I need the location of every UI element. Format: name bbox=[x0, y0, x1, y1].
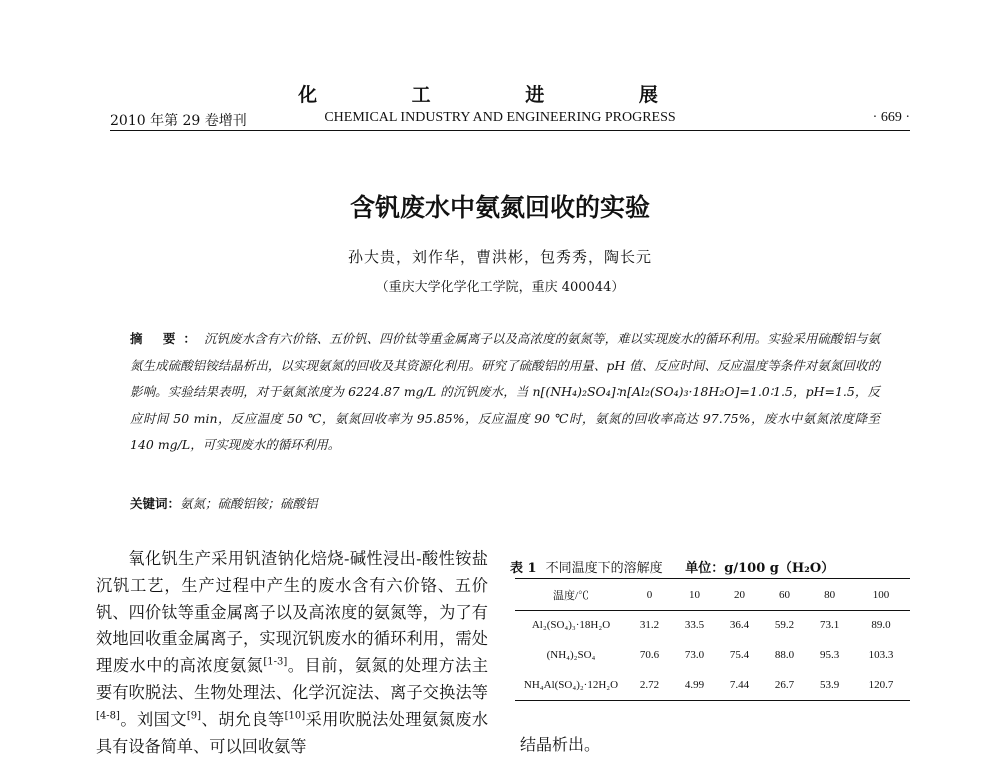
body-column-right-text: 结晶析出。 bbox=[520, 735, 601, 754]
table-cell: Al₂(SO₄)₃·18H₂O bbox=[531, 619, 611, 631]
abstract-label: 摘 要： bbox=[130, 331, 204, 346]
authors: 孙大贵，刘作华，曹洪彬，包秀秀，陶长元 bbox=[347, 248, 652, 266]
abstract-ratio: n[(NH₄)₂SO₄]∶n[Al₂(SO₄)₃·18H₂O]=1.0∶1.5 bbox=[532, 384, 793, 399]
table-cell: 2.72 bbox=[639, 679, 660, 691]
solubility-table bbox=[515, 579, 910, 700]
abstract-text-2: ，pH=1.5，反应时间 50 min，反应温度 50 ℃，氨氮回收率为 95.85%，反应温度 90 ℃时，氨氮的回收率高达 97.75%，废水中氨氮浓度降至 140 mg/L，可实现废水的循环利用。 bbox=[130, 384, 880, 452]
keywords bbox=[130, 494, 880, 512]
table-cell: 36.4 bbox=[729, 619, 750, 631]
body-text-b: 。目前，氨氮的处理方法主要有吹脱法、生物处理法、化学沉淀法、离子交换法等 bbox=[96, 656, 489, 702]
table-cell: 4.99 bbox=[684, 679, 705, 691]
table-cell: 31.2 bbox=[639, 619, 660, 631]
citation: [1-3] bbox=[263, 656, 288, 668]
body-text-c: 。刘国文 bbox=[119, 709, 187, 729]
table-cell: NH₄Al(SO₄)₂·12H₂O bbox=[523, 679, 619, 691]
table-rule-bottom bbox=[515, 700, 910, 701]
citation: [10] bbox=[284, 710, 306, 722]
journal-title: 化 工 进 展 bbox=[298, 84, 702, 106]
header-rule bbox=[110, 130, 910, 131]
table-cell: (NH₄)₂SO₄ bbox=[546, 649, 596, 661]
table-cell: 26.7 bbox=[774, 679, 795, 691]
issue-info: 2010 年第 29 卷增刊 bbox=[110, 113, 247, 129]
table-cell: 89.0 bbox=[871, 619, 891, 631]
table-header-cell: 0 bbox=[646, 588, 653, 601]
body-text-d: 、胡允良等 bbox=[201, 709, 285, 729]
body-text-a: 氧化钒生产采用钒渣钠化焙烧-碱性浸出-酸性铵盐沉钒工艺，生产过程中产生的废水含有六价铬、五价钒、四价钛等重金属离子以及高浓度的氨氮等，为了有效地回收重金属离子，实现沉钒废水的循环利用，需处理废水中的高浓度氨氮 bbox=[96, 549, 488, 676]
table-header-cell: 100 bbox=[872, 588, 890, 601]
table-cell: 53.9 bbox=[819, 679, 840, 691]
table-cell: 120.7 bbox=[868, 679, 894, 691]
citation: [9] bbox=[186, 710, 202, 722]
journal-english-title: CHEMICAL INDUSTRY AND ENGINEERING PROGRESS bbox=[324, 110, 676, 125]
table-header-cell: 60 bbox=[779, 588, 791, 601]
citation: [4-8] bbox=[96, 710, 120, 722]
body-paragraph bbox=[96, 546, 488, 760]
paper-title: 含钒废水中氨氮回收的实验 bbox=[349, 193, 650, 222]
table-cell: 88.0 bbox=[774, 649, 795, 661]
body-column-left bbox=[96, 546, 488, 760]
table-row bbox=[515, 670, 910, 700]
affiliation: （重庆大学化学化工学院，重庆 400044） bbox=[375, 280, 625, 295]
table-cell: 73.0 bbox=[684, 649, 705, 661]
body-text-e: 采用吹脱法处理氨氮废水具有设备简单、可以回收氨等 bbox=[96, 709, 489, 756]
table-row bbox=[515, 610, 910, 640]
table-cell: 33.5 bbox=[684, 619, 705, 631]
abstract-text-1: 沉钒废水含有六价铬、五价钒、四价钛等重金属离子以及高浓度的氨氮等，难以实现废水的循环利用。实验采用硫酸铝与氨氮生成硫酸铝铵结晶析出，以实现氨氮的回收及其资源化利用。研究了硫酸铝的用量、pH 值、反应时间、反应温度等条件对氨氮回收的影响。实验结果表明，对于氨氮浓度为 6224.87 mg/L 的沉钒废水，当 bbox=[130, 331, 880, 399]
table-caption-label: 表 1 bbox=[510, 561, 537, 576]
table-caption-title: 不同温度下的溶解度 bbox=[545, 561, 663, 576]
table-header-row bbox=[515, 579, 910, 610]
table-header-cell: 20 bbox=[734, 588, 746, 601]
table-cell: 103.3 bbox=[868, 649, 894, 661]
table-row bbox=[515, 640, 910, 670]
page-number: · 669 · bbox=[872, 110, 910, 125]
table-cell: 70.6 bbox=[639, 649, 660, 661]
table-caption bbox=[510, 557, 910, 576]
table-cell: 7.44 bbox=[729, 679, 750, 691]
table-cell: 59.2 bbox=[774, 619, 795, 631]
abstract bbox=[130, 326, 880, 459]
table-cell: 75.4 bbox=[729, 649, 750, 661]
table-cell: 73.1 bbox=[819, 619, 840, 631]
table-cell: 95.3 bbox=[819, 649, 840, 661]
keywords-label: 关键词： bbox=[130, 496, 181, 511]
table-header-cell: 温度/℃ bbox=[552, 589, 590, 602]
table-header-cell: 80 bbox=[824, 588, 836, 601]
table-header-cell: 10 bbox=[689, 588, 701, 601]
table-unit: 单位：g/100 g（H₂O） bbox=[685, 561, 835, 576]
keywords-text: 氨氮；硫酸铝铵；硫酸铝 bbox=[180, 496, 318, 511]
